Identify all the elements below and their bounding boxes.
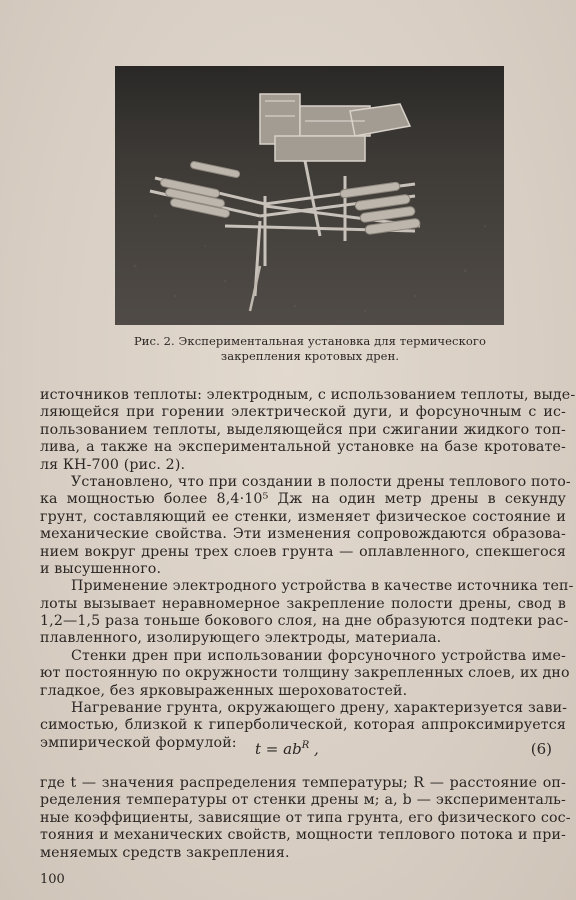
formula-lhs: t = ab: [255, 740, 302, 758]
text-line: источников теплоты: электродным, с использованием теплоты, выде-: [40, 387, 576, 403]
text-line: меняемых средств закрепления.: [40, 844, 290, 861]
caption-line-1: Рис. 2. Экспериментальная установка для термического: [133, 334, 487, 348]
text-line: ют постоянную по окружности толщину закрепленных слоев, их дно: [40, 665, 570, 682]
text-line: эмпирической формулой:: [40, 734, 237, 751]
text-line: механические свойства. Эти изменения сопровождаются образова-: [40, 526, 566, 543]
text-line: ределения температуры от стенки дрены м; a, b — эксперименталь-: [40, 792, 566, 809]
text-line: грунт, составляющий ее стенки, изменяет физическое состояние и: [40, 508, 566, 525]
text-line: Нагревание грунта, окружающего дрену, характеризуется зави-: [71, 700, 568, 717]
text-line: лива, а также на экспериментальной установке на базе кротовате-: [40, 439, 566, 456]
text-line: симостью, близкой к гиперболической, которая аппроксимируется: [40, 717, 566, 734]
text-line: и высушенного.: [40, 560, 162, 577]
text-line: гладкое, без ярковыраженных шероховатостей.: [40, 682, 408, 699]
formula-tail: ,: [309, 740, 319, 758]
text-line: плавленного, изолирующего электроды, материала.: [40, 630, 442, 647]
text-line: пользованием теплоты, выделяющейся при сжигании жидкого топ-: [40, 421, 566, 438]
text-line: ка мощностью более 8,4·10⁵ Дж на один метр дрены в секунду: [40, 491, 566, 508]
body-text: [40, 387, 576, 752]
text-line: ляющейся при горении электрической дуги, и форсуночным с ис-: [40, 404, 566, 421]
experimental-installation-photo: [115, 66, 504, 325]
text-line: тояния и механических свойств, мощности теплового потока и при-: [40, 827, 566, 844]
formula-exponent: R: [301, 740, 310, 751]
text-line: Установлено, что при создании в полости дрены теплового пото-: [71, 473, 571, 490]
formula-expression: [255, 740, 319, 758]
caption-line-2: закрепления кротовых дрен.: [220, 349, 400, 363]
text-line: лоты вызывает неравномерное закрепление полости дрены, свод в: [40, 595, 566, 612]
formula-number: (6): [530, 740, 552, 758]
formula-6: [40, 740, 566, 762]
text-line: ля КН-700 (рис. 2).: [40, 456, 186, 473]
page-number: 100: [40, 872, 65, 887]
text-line: 1,2—1,5 раза тоньше бокового слоя, на дне образуются подтеки рас-: [40, 613, 569, 630]
text-line: где t — значения распределения температуры; R — расстояние оп-: [40, 775, 566, 791]
body-text-after-formula: [40, 775, 571, 862]
text-line: Применение электродного устройства в качестве источника теп-: [71, 578, 574, 595]
text-line: нием вокруг дрены трех слоев грунта — оплавленного, спекшегося: [40, 543, 566, 560]
text-line: Стенки дрен при использовании форсуночного устройства име-: [71, 647, 566, 664]
text-line: ные коэффициенты, зависящие от типа грунта, его физического сос-: [40, 809, 571, 826]
figure-caption: [100, 334, 520, 364]
machine-illustration: [115, 66, 504, 325]
